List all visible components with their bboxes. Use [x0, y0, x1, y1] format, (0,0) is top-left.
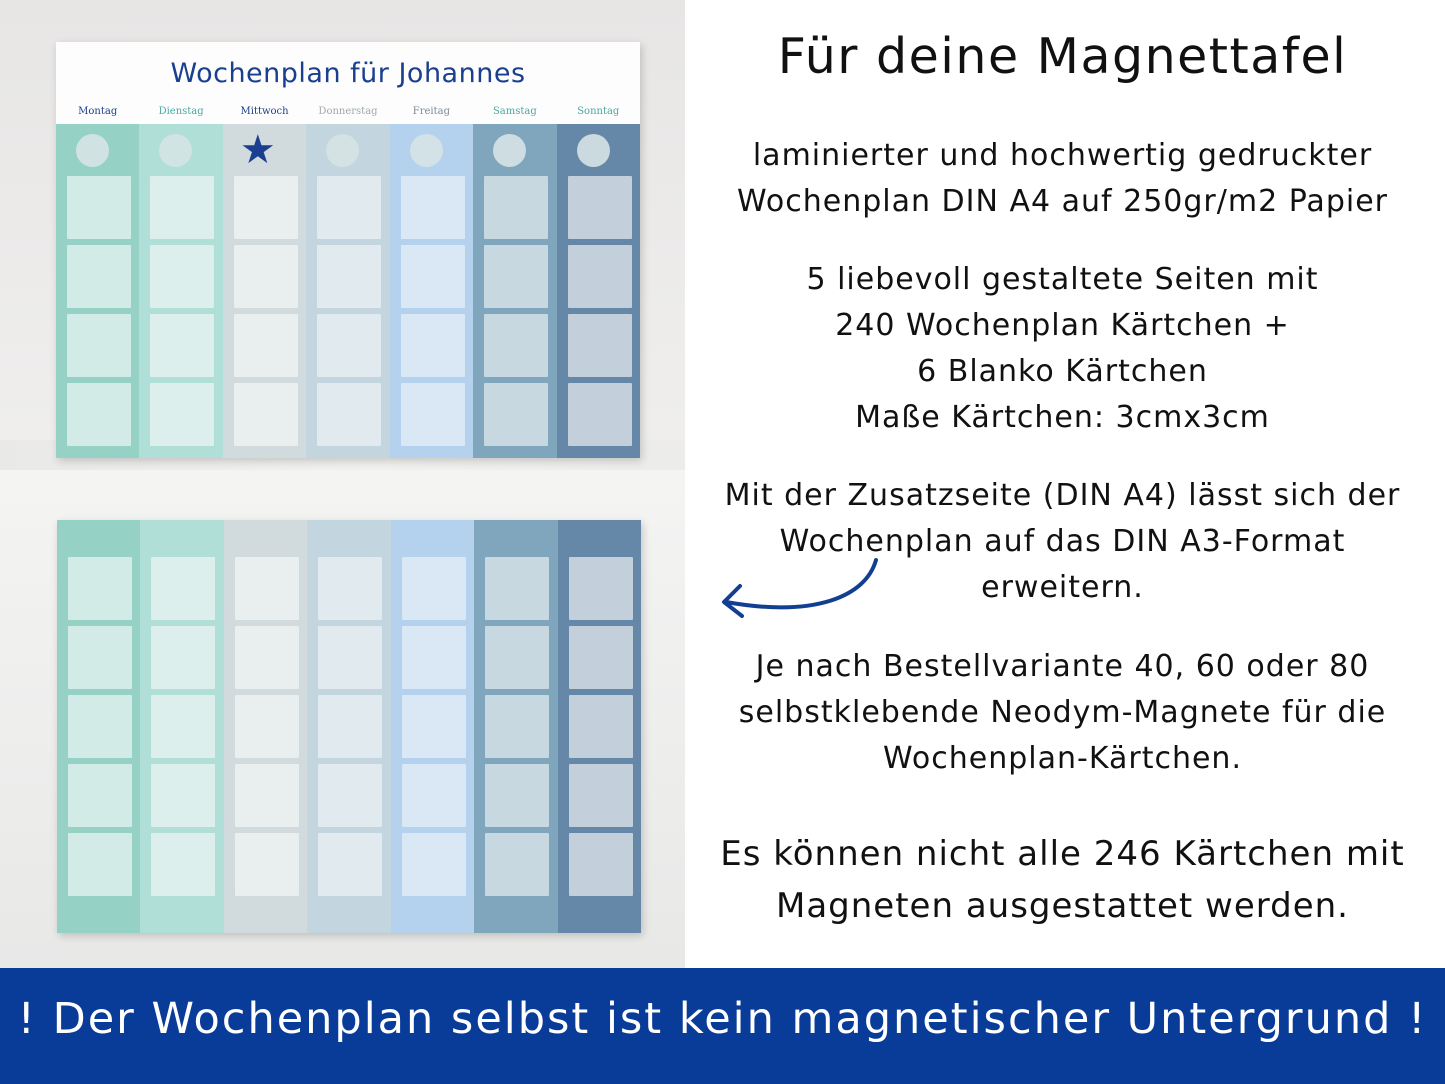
day-label: Mittwoch	[240, 106, 289, 117]
star-icon: ★	[239, 127, 276, 173]
day-label: Samstag	[492, 106, 537, 117]
card-slot	[402, 557, 466, 620]
card-slot	[150, 245, 214, 308]
card-slot	[402, 626, 466, 689]
card-slot	[401, 383, 465, 446]
card-slot	[568, 314, 632, 377]
card-slot	[484, 383, 548, 446]
warning-banner	[0, 968, 1445, 1084]
day-column	[558, 520, 641, 933]
card-slot	[318, 557, 382, 620]
card-slot	[68, 695, 132, 758]
day-column	[223, 124, 307, 458]
curved-arrow-icon	[716, 556, 886, 626]
card-slot	[68, 764, 132, 827]
day-marker-circle	[577, 134, 610, 167]
card-slot	[569, 833, 633, 896]
day-column	[306, 124, 390, 458]
warning-banner-text: ! Der Wochenplan selbst ist kein magnetischer Untergrund !	[17, 994, 1428, 1044]
card-slot	[569, 557, 633, 620]
card-slot	[150, 314, 214, 377]
card-slot	[68, 557, 132, 620]
day-column	[307, 520, 391, 933]
day-column	[57, 520, 141, 933]
day-marker-circle	[326, 134, 359, 167]
day-column	[224, 520, 308, 933]
card-slot	[401, 314, 465, 377]
paragraph-line: Wochenplan DIN A4 auf 250gr/m2 Papier	[736, 184, 1388, 219]
paragraph-line: 5 liebevoll gestaltete Seiten mit	[806, 262, 1319, 297]
info-heading: Für deine Magnettafel	[777, 28, 1348, 85]
card-slot	[485, 695, 549, 758]
info-panel	[700, 0, 1445, 968]
card-slot	[569, 764, 633, 827]
paragraph-line: 240 Wochenplan Kärtchen +	[835, 308, 1290, 343]
card-slot	[235, 557, 299, 620]
card-slot	[317, 245, 381, 308]
paragraph-line: Je nach Bestellvariante 40, 60 oder 80	[755, 649, 1370, 684]
card-slot	[568, 245, 632, 308]
paragraph-line: Wochenplan auf das DIN A3-Format	[779, 524, 1346, 559]
card-slot	[318, 626, 382, 689]
day-column	[473, 124, 557, 458]
card-slot	[235, 695, 299, 758]
card-slot	[151, 833, 215, 896]
paragraph-line: erweitern.	[981, 570, 1144, 605]
paragraph-print-quality	[700, 133, 1425, 225]
card-slot	[235, 764, 299, 827]
day-label: Dienstag	[158, 106, 204, 117]
day-marker-circle	[410, 134, 443, 167]
card-slot	[484, 314, 548, 377]
card-slot	[151, 626, 215, 689]
card-slot	[402, 833, 466, 896]
card-slot	[68, 833, 132, 896]
card-slot	[484, 245, 548, 308]
card-slot	[485, 833, 549, 896]
day-marker-circle	[159, 134, 192, 167]
card-slot	[151, 764, 215, 827]
day-label: Montag	[78, 106, 118, 117]
card-slot	[485, 557, 549, 620]
card-slot	[235, 833, 299, 896]
paragraph-line: Wochenplan-Kärtchen.	[883, 741, 1242, 776]
card-slot	[67, 245, 131, 308]
extension-columns	[57, 520, 641, 933]
card-slot	[485, 764, 549, 827]
planner-title: Wochenplan für Johannes	[170, 58, 526, 89]
card-slot	[318, 833, 382, 896]
card-slot	[568, 176, 632, 239]
day-column	[139, 124, 223, 458]
card-slot	[317, 176, 381, 239]
card-slot	[151, 695, 215, 758]
day-label: Donnerstag	[318, 106, 378, 117]
day-column	[140, 520, 224, 933]
card-slot	[67, 383, 131, 446]
paragraph-line: laminierter und hochwertig gedruckter	[752, 138, 1373, 173]
planner-columns	[56, 124, 640, 458]
card-slot	[317, 383, 381, 446]
card-slot	[568, 383, 632, 446]
card-slot	[401, 245, 465, 308]
card-slot	[67, 176, 131, 239]
paragraph-line: Magneten ausgestattet werden.	[776, 886, 1349, 926]
paragraph-notice	[700, 828, 1425, 932]
card-slot	[234, 176, 298, 239]
day-marker-circle	[493, 134, 526, 167]
paragraph-line: Maße Kärtchen: 3cmx3cm	[855, 400, 1270, 435]
card-slot	[67, 314, 131, 377]
card-slot	[68, 626, 132, 689]
product-photo	[0, 0, 685, 968]
card-slot	[235, 626, 299, 689]
card-slot	[234, 383, 298, 446]
card-slot	[484, 176, 548, 239]
card-slot	[317, 314, 381, 377]
paragraph-line: selbstklebende Neodym-Magnete für die	[738, 695, 1387, 730]
card-slot	[234, 245, 298, 308]
card-slot	[150, 383, 214, 446]
paragraph-magnets	[700, 644, 1425, 782]
paragraph-line: Es können nicht alle 246 Kärtchen mit	[720, 834, 1405, 874]
day-label: Sonntag	[577, 106, 620, 117]
card-slot	[234, 314, 298, 377]
card-slot	[401, 176, 465, 239]
card-slot	[569, 626, 633, 689]
day-marker-circle	[76, 134, 109, 167]
day-column	[391, 520, 475, 933]
paragraph-line: 6 Blanko Kärtchen	[917, 354, 1208, 389]
card-slot	[151, 557, 215, 620]
weekly-planner-extension-sheet	[57, 520, 641, 933]
card-slot	[150, 176, 214, 239]
day-column	[474, 520, 558, 933]
card-slot	[318, 764, 382, 827]
day-column	[557, 124, 640, 458]
card-slot	[485, 626, 549, 689]
paragraph-pages-cards	[700, 257, 1425, 441]
card-slot	[569, 695, 633, 758]
card-slot	[402, 695, 466, 758]
day-column	[56, 124, 140, 458]
card-slot	[318, 695, 382, 758]
card-slot	[402, 764, 466, 827]
day-column	[390, 124, 474, 458]
paragraph-line: Mit der Zusatzseite (DIN A4) lässt sich der	[724, 478, 1401, 513]
weekly-planner-main-sheet	[56, 42, 640, 458]
day-label: Freitag	[412, 106, 451, 117]
